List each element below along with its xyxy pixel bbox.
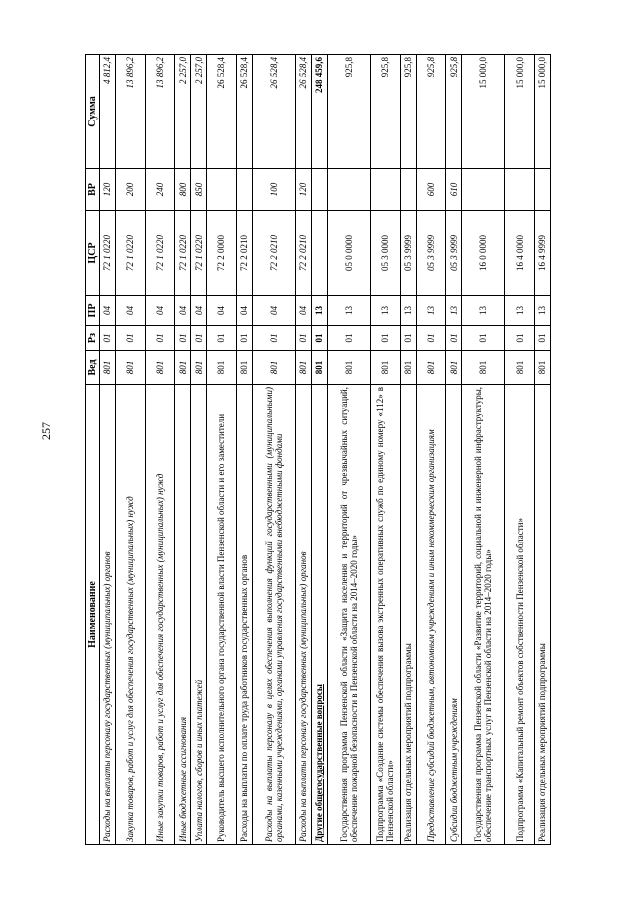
row-sum: 26 528,4 <box>295 55 311 169</box>
row-vr <box>505 169 535 211</box>
table-row <box>207 55 237 845</box>
row-vr: 200 <box>116 169 146 211</box>
row-pr: 13 <box>462 296 505 326</box>
row-ved: 801 <box>371 351 401 385</box>
row-vr <box>327 169 370 211</box>
row-pr: 04 <box>252 296 295 326</box>
row-pr: 04 <box>175 296 191 326</box>
row-rz: 01 <box>327 326 370 351</box>
row-csr: 05 0 0000 <box>327 211 370 296</box>
col-header-csr: ЦСР <box>86 211 100 296</box>
row-name: Реализация отдельных мероприятий подпрограммы <box>534 385 550 845</box>
row-ved: 801 <box>145 351 175 385</box>
row-pr: 04 <box>145 296 175 326</box>
row-pr: 13 <box>311 296 327 326</box>
col-header-rz: Рз <box>86 326 100 351</box>
row-rz: 01 <box>145 326 175 351</box>
row-vr <box>462 169 505 211</box>
row-rz: 01 <box>175 326 191 351</box>
row-rz: 01 <box>100 326 116 351</box>
row-csr <box>311 211 327 296</box>
table-row <box>371 55 401 845</box>
table-row <box>252 55 295 845</box>
row-csr: 16 4 0000 <box>505 211 535 296</box>
row-csr: 72 1 0220 <box>145 211 175 296</box>
row-vr: 120 <box>100 169 116 211</box>
table-row <box>311 55 327 845</box>
row-rz: 01 <box>534 326 550 351</box>
row-vr: 600 <box>416 169 446 211</box>
row-pr: 13 <box>327 296 370 326</box>
row-ved: 801 <box>534 351 550 385</box>
row-sum: 26 528,4 <box>207 55 237 169</box>
col-header-ved: Вед <box>86 351 100 385</box>
table-row <box>236 55 252 845</box>
table-row <box>505 55 535 845</box>
table-row <box>145 55 175 845</box>
row-ved: 801 <box>327 351 370 385</box>
row-ved: 801 <box>400 351 416 385</box>
row-csr: 05 3 9999 <box>400 211 416 296</box>
row-csr: 05 3 9999 <box>446 211 462 296</box>
row-pr: 13 <box>416 296 446 326</box>
row-pr: 13 <box>371 296 401 326</box>
row-pr: 04 <box>116 296 146 326</box>
row-sum: 925,8 <box>416 55 446 169</box>
row-rz: 01 <box>505 326 535 351</box>
row-pr: 13 <box>400 296 416 326</box>
row-sum: 15 000,0 <box>462 55 505 169</box>
row-csr: 72 1 0220 <box>191 211 207 296</box>
table-row <box>446 55 462 845</box>
row-name: Подпрограмма «Создание системы обеспечения вызова экстренных оперативных служб по единому номеру «112» в Пензенской области» <box>371 385 401 845</box>
row-csr: 16 0 0000 <box>462 211 505 296</box>
row-rz: 01 <box>207 326 237 351</box>
row-pr: 04 <box>207 296 237 326</box>
row-ved: 801 <box>175 351 191 385</box>
row-vr: 800 <box>175 169 191 211</box>
table-row <box>416 55 446 845</box>
row-vr <box>236 169 252 211</box>
row-csr: 72 1 0220 <box>116 211 146 296</box>
row-vr <box>207 169 237 211</box>
row-sum: 15 000,0 <box>505 55 535 169</box>
row-csr: 16 4 9999 <box>534 211 550 296</box>
row-sum: 925,8 <box>400 55 416 169</box>
row-csr: 72 1 0220 <box>175 211 191 296</box>
row-name: Государственная программа Пензенской области «Развитие территорий, социальной и инженерной инфраструктуры, обеспечение транспортных услуг в Пензенской области на 2014–2020 годы» <box>462 385 505 845</box>
table-row <box>175 55 191 845</box>
row-ved: 801 <box>505 351 535 385</box>
row-pr: 04 <box>191 296 207 326</box>
col-header-vr: ВР <box>86 169 100 211</box>
table-row <box>295 55 311 845</box>
row-sum: 925,8 <box>371 55 401 169</box>
row-pr: 04 <box>100 296 116 326</box>
row-ved: 801 <box>311 351 327 385</box>
row-rz: 01 <box>295 326 311 351</box>
row-name: Подпрограмма «Капитальный ремонт объектов собственности Пензенской области» <box>505 385 535 845</box>
row-sum: 925,8 <box>446 55 462 169</box>
row-vr <box>371 169 401 211</box>
row-name: Расходы на выплаты персоналу государственных (муниципальных) органов <box>295 385 311 845</box>
row-name: Субсидии бюджетным учреждениям <box>446 385 462 845</box>
row-rz: 01 <box>400 326 416 351</box>
row-name: Государственная программа Пензенской области «Защита населения и территорий от чрезвычайных ситуаций, обеспечение пожарной безопасности в Пензенской области на 2014–2020 годы» <box>327 385 370 845</box>
row-sum: 13 896,2 <box>116 55 146 169</box>
row-sum: 26 528,4 <box>252 55 295 169</box>
row-vr: 850 <box>191 169 207 211</box>
row-sum: 248 459,6 <box>311 55 327 169</box>
row-rz: 01 <box>416 326 446 351</box>
table-row <box>327 55 370 845</box>
row-pr: 04 <box>295 296 311 326</box>
table-row <box>116 55 146 845</box>
row-sum: 4 812,4 <box>100 55 116 169</box>
row-vr: 100 <box>252 169 295 211</box>
page-number: 257 <box>39 422 53 440</box>
row-name: Расходы на выплаты персоналу государственных (муниципальных) органов <box>100 385 116 845</box>
row-csr: 72 2 0210 <box>295 211 311 296</box>
row-ved: 801 <box>116 351 146 385</box>
row-name: Расходы на выплаты персоналу в целях обеспечения выполнения функций государственными (муниципальными) органами, казенными учреждениями, органами управления государственными внебюджетными фондами <box>252 385 295 845</box>
row-sum: 2 257,0 <box>191 55 207 169</box>
row-sum: 13 896,2 <box>145 55 175 169</box>
row-vr: 610 <box>446 169 462 211</box>
row-ved: 801 <box>100 351 116 385</box>
table-row <box>400 55 416 845</box>
row-ved: 801 <box>446 351 462 385</box>
row-rz: 01 <box>252 326 295 351</box>
row-ved: 801 <box>191 351 207 385</box>
row-rz: 01 <box>371 326 401 351</box>
row-sum: 26 528,4 <box>236 55 252 169</box>
table-row <box>191 55 207 845</box>
row-vr <box>400 169 416 211</box>
col-header-sum: Сумма <box>86 55 100 169</box>
col-header-name: Наименование <box>86 385 100 845</box>
row-csr: 72 2 0210 <box>252 211 295 296</box>
row-name: Уплата налогов, сборов и иных платежей <box>191 385 207 845</box>
row-rz: 01 <box>236 326 252 351</box>
row-name: Другие общегосударственные вопросы <box>311 385 327 845</box>
row-name: Закупка товаров, работ и услуг для обеспечения государственных (муниципальных) нужд <box>116 385 146 845</box>
row-sum: 2 257,0 <box>175 55 191 169</box>
row-name: Иные бюджетные ассигнования <box>175 385 191 845</box>
row-ved: 801 <box>295 351 311 385</box>
row-pr: 13 <box>534 296 550 326</box>
row-name: Иные закупки товаров, работ и услуг для обеспечения государственных (муниципальных) нужд <box>145 385 175 845</box>
table-header-row <box>86 55 100 845</box>
row-sum: 925,8 <box>327 55 370 169</box>
row-rz: 01 <box>191 326 207 351</box>
rotated-table-container <box>85 55 551 845</box>
row-csr: 72 2 0000 <box>207 211 237 296</box>
row-csr: 72 2 0210 <box>236 211 252 296</box>
row-vr: 240 <box>145 169 175 211</box>
row-ved: 801 <box>252 351 295 385</box>
row-name: Реализация отдельных мероприятий подпрограммы <box>400 385 416 845</box>
row-pr: 13 <box>446 296 462 326</box>
row-name: Предоставление субсидий бюджетным, автономным учреждениям и иным некоммерческим организациям <box>416 385 446 845</box>
col-header-pr: ПР <box>86 296 100 326</box>
row-vr <box>311 169 327 211</box>
row-sum: 15 000,0 <box>534 55 550 169</box>
row-ved: 801 <box>416 351 446 385</box>
row-rz: 01 <box>311 326 327 351</box>
row-ved: 801 <box>236 351 252 385</box>
table-row <box>462 55 505 845</box>
row-csr: 05 3 0000 <box>371 211 401 296</box>
row-ved: 801 <box>207 351 237 385</box>
row-rz: 01 <box>446 326 462 351</box>
row-pr: 13 <box>505 296 535 326</box>
row-rz: 01 <box>116 326 146 351</box>
row-name: Расходы на выплаты по оплате труда работников государственных органов <box>236 385 252 845</box>
row-vr <box>534 169 550 211</box>
row-csr: 72 1 0220 <box>100 211 116 296</box>
table-row <box>100 55 116 845</box>
row-rz: 01 <box>462 326 505 351</box>
row-csr: 05 3 9999 <box>416 211 446 296</box>
budget-table <box>85 54 551 845</box>
table-row <box>534 55 550 845</box>
row-ved: 801 <box>462 351 505 385</box>
row-pr: 04 <box>236 296 252 326</box>
row-vr: 120 <box>295 169 311 211</box>
row-name: Руководитель высшего исполнительного органа государственной власти Пензенской области и его заместители <box>207 385 237 845</box>
